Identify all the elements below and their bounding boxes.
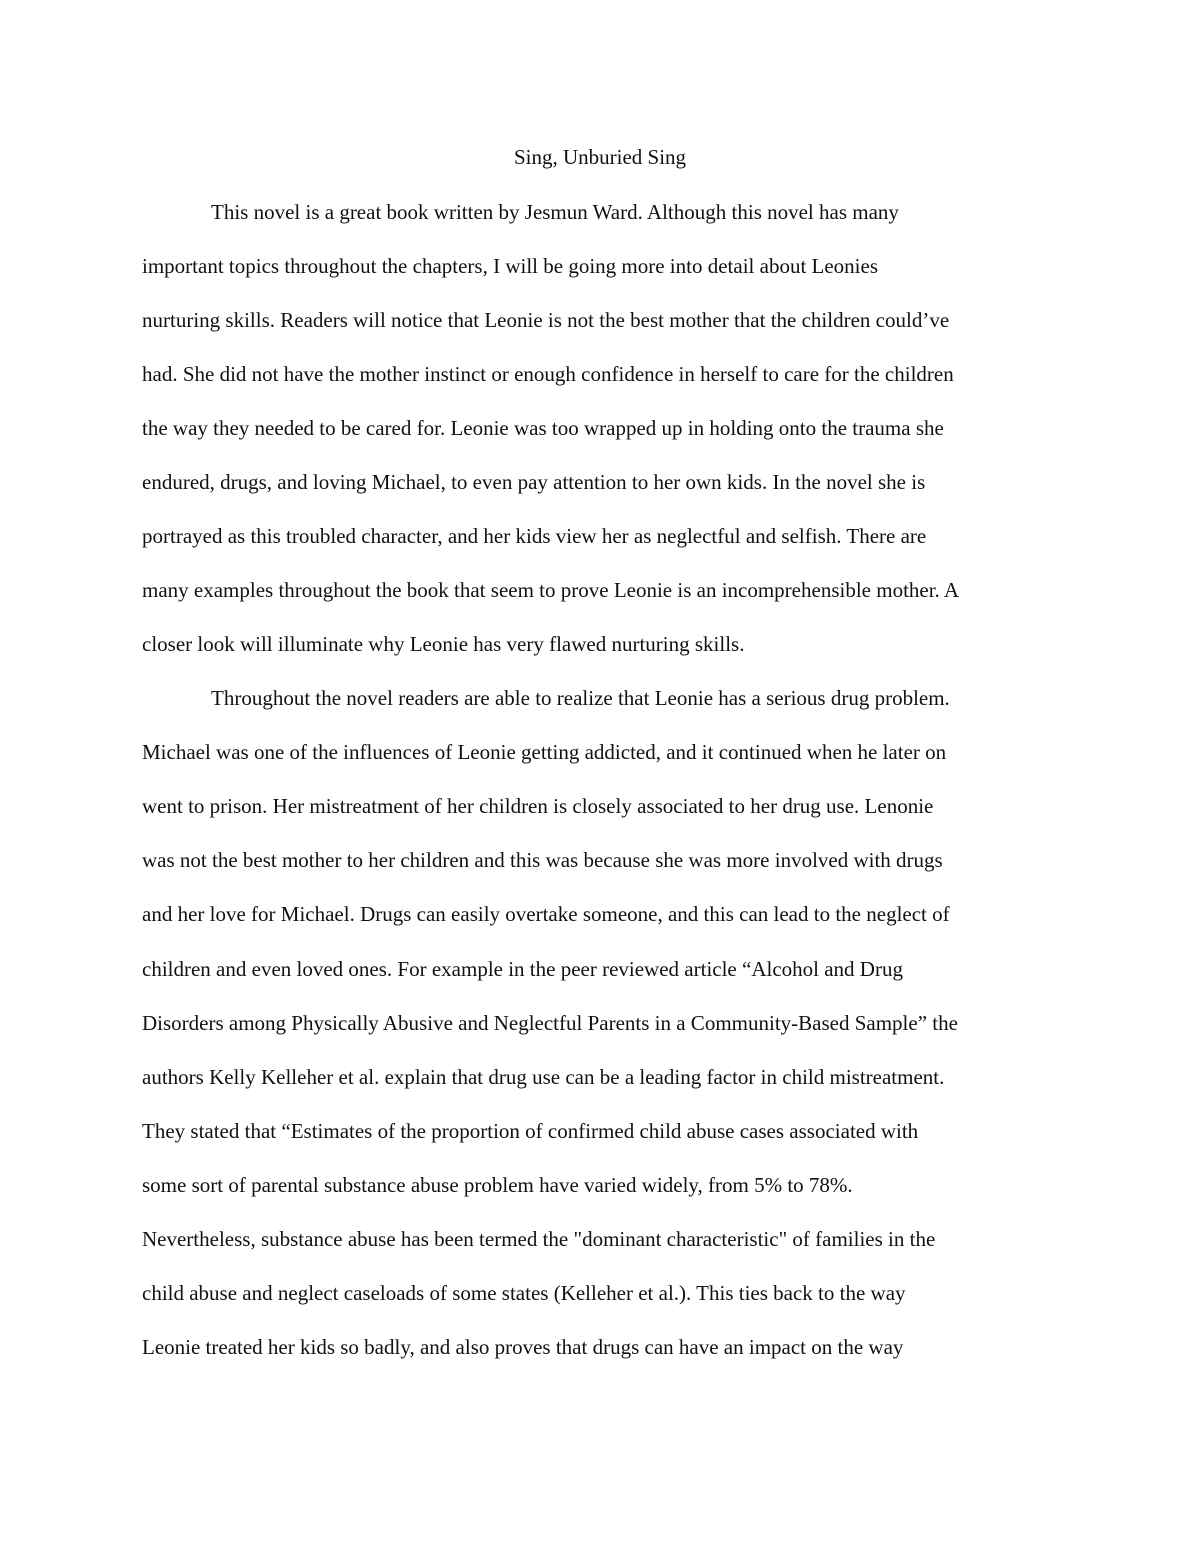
paragraph-2-line-5: and her love for Michael. Drugs can easily overtake someone, and this can lead to the neglect of	[142, 902, 950, 926]
paragraph-2-line-7: Disorders among Physically Abusive and Neglectful Parents in a Community-Based Sample” the	[142, 1011, 958, 1035]
paragraph-1-line-3: nurturing skills. Readers will notice that Leonie is not the best mother that the children could’ve	[142, 308, 950, 332]
paragraph-2-line-10: some sort of parental substance abuse problem have varied widely, from 5% to 78%.	[142, 1173, 853, 1197]
paragraph-2-line-8: authors Kelly Kelleher et al. explain that drug use can be a leading factor in child mistreatment.	[142, 1065, 945, 1089]
paragraph-1-line-1: This novel is a great book written by Jesmun Ward. Although this novel has many	[211, 200, 899, 224]
paragraph-2-line-2: Michael was one of the influences of Leonie getting addicted, and it continued when he later on	[142, 740, 947, 764]
paragraph-1-line-6: endured, drugs, and loving Michael, to even pay attention to her own kids. In the novel she is	[142, 470, 926, 494]
paragraph-2-line-6: children and even loved ones. For example in the peer reviewed article “Alcohol and Drug	[142, 957, 903, 981]
paragraph-2-line-9: They stated that “Estimates of the proportion of confirmed child abuse cases associated with	[142, 1119, 919, 1143]
paragraph-2-line-13: Leonie treated her kids so badly, and also proves that drugs can have an impact on the way	[142, 1335, 904, 1359]
paragraph-1-line-2: important topics throughout the chapters, I will be going more into detail about Leonies	[142, 254, 879, 278]
paragraph-1-line-5: the way they needed to be cared for. Leonie was too wrapped up in holding onto the trauma she	[142, 416, 944, 440]
paragraph-1-line-4: had. She did not have the mother instinct or enough confidence in herself to care for the children	[142, 362, 954, 386]
paragraph-1-line-7: portrayed as this troubled character, and her kids view her as neglectful and selfish. There are	[142, 524, 927, 548]
paragraph-2-line-3: went to prison. Her mistreatment of her children is closely associated to her drug use. Lenonie	[142, 794, 934, 818]
paragraph-2-line-12: child abuse and neglect caseloads of some states (Kelleher et al.). This ties back to the way	[142, 1281, 906, 1305]
paragraph-2-line-1: Throughout the novel readers are able to realize that Leonie has a serious drug problem.	[211, 686, 950, 710]
paragraph-2-line-11: Nevertheless, substance abuse has been termed the "dominant characteristic" of families in the	[142, 1227, 936, 1251]
paragraph-2-line-4: was not the best mother to her children and this was because she was more involved with drugs	[142, 848, 943, 872]
paragraph-1-line-9: closer look will illuminate why Leonie has very flawed nurturing skills.	[142, 632, 745, 656]
document-title: Sing, Unburied Sing	[513, 145, 687, 169]
paragraph-1-line-8: many examples throughout the book that seem to prove Leonie is an incomprehensible mother. A	[142, 578, 960, 602]
